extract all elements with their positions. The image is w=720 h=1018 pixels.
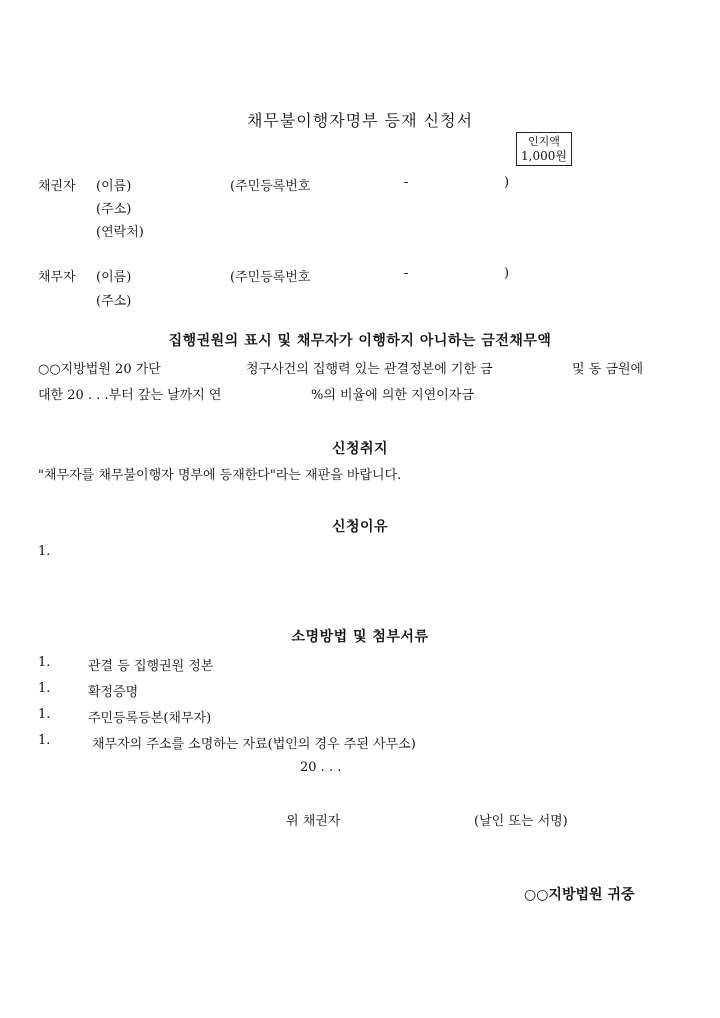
signature-label: 위 채권자 (286, 814, 341, 829)
debtor-role: 채무자 (38, 270, 76, 285)
claim-interest-start: 대한 20 . . .부터 갚는 날까지 연 (38, 388, 222, 403)
purpose-heading: 신청취지 (331, 441, 389, 457)
evidence-heading: 소명방법 및 첨부서류 (291, 629, 429, 645)
document-title: 채무불이행자명부 등재 신청서 (246, 111, 474, 130)
claim-interest-rate: %의 비율에 의한 지연이자금 (311, 388, 474, 403)
evidence-item-number: 1. (38, 707, 51, 722)
debtor-address-label: (주소) (96, 294, 132, 309)
claim-judgment-text: 청구사건의 집행력 있는 관결정본에 기한 금 (246, 362, 493, 377)
creditor-rrn-close: ) (504, 175, 510, 190)
creditor-address-label: (주소) (96, 202, 132, 217)
claim-line1-end: 및 동 금원에 (572, 362, 644, 377)
reason-heading: 신청이유 (331, 519, 389, 535)
creditor-name-label: (이름) (96, 179, 132, 194)
debtor-rrn-close: ) (504, 266, 510, 281)
signature-seal-note: (날인 또는 서명) (474, 814, 568, 829)
application-date: 20 . . . (300, 760, 342, 775)
stamp-label: 인지액 (528, 135, 560, 148)
evidence-item-number: 1. (38, 655, 51, 670)
evidence-item-text: 확정증명 (88, 685, 139, 700)
evidence-item-number: 1. (38, 733, 51, 748)
claim-heading: 집행권원의 표시 및 채무자가 이행하지 아니하는 금전채무액 (168, 333, 552, 349)
creditor-role: 채권자 (38, 179, 76, 194)
creditor-rrn-label: (주민등록번호 (230, 179, 311, 194)
creditor-contact-label: (연락처) (96, 225, 144, 240)
creditor-rrn-separator: - (404, 175, 409, 190)
reason-item-number: 1. (38, 544, 51, 559)
evidence-item-number: 1. (38, 681, 51, 696)
court-addressee: ○○지방법원 귀중 (524, 887, 635, 903)
evidence-item-text: 관결 등 집행권원 정본 (88, 659, 214, 674)
evidence-item-text: 채무자의 주소를 소명하는 자료(법인의 경우 주된 사무소) (92, 737, 416, 752)
stamp-fee-box (516, 132, 572, 166)
evidence-item-text: 주민등록등본(채무자) (88, 711, 212, 726)
stamp-amount: 1,000원 (521, 149, 567, 163)
claim-court-case: ○○지방법원 20 가단 (38, 362, 161, 377)
debtor-name-label: (이름) (96, 270, 132, 285)
purpose-text: "채무자를 채무불이행자 명부에 등재한다"라는 재판을 바랍니다. (38, 468, 402, 483)
debtor-rrn-label: (주민등록번호 (230, 270, 311, 285)
debtor-rrn-separator: - (404, 266, 409, 281)
